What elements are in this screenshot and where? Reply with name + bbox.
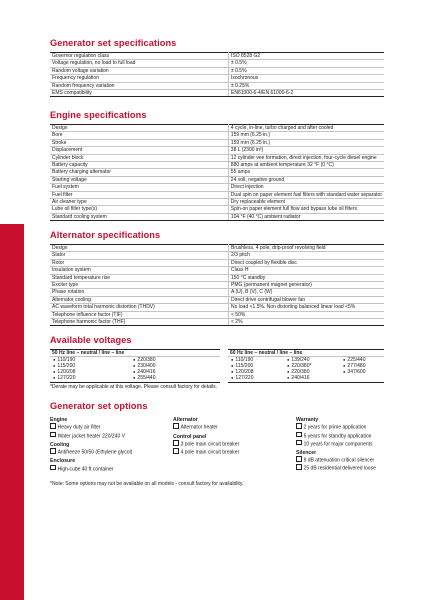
spec-label: Voltage regulation, no load to full load <box>50 60 229 67</box>
spec-row <box>50 206 384 213</box>
spec-label: Insulation system <box>50 267 229 274</box>
checkbox-icon <box>296 440 302 446</box>
voltage-value: 220/380* <box>291 363 312 370</box>
spec-label: AC waveform total harmonic distortion (THDV) <box>50 304 229 311</box>
voltage-value: 240/416 <box>137 369 156 376</box>
spec-value: 24 volt, negative ground <box>228 176 384 183</box>
option-label: 10 years for major components <box>303 440 373 447</box>
options-col-3 <box>296 417 396 472</box>
option-group-heading: Cooling <box>50 441 70 448</box>
voltage-value: 240/416 <box>291 375 310 382</box>
spec-value: 104 °F (40 °C) ambient radiator <box>228 213 384 220</box>
voltage-item <box>50 375 76 381</box>
option-label: Antifreeze 50/50 (Ethylene glycol) <box>57 449 133 456</box>
voltages-60hz-col3 <box>340 357 366 375</box>
bullet-icon: ● <box>231 357 234 363</box>
spec-row <box>50 289 384 296</box>
spec-row <box>50 82 384 89</box>
bullet-icon: ● <box>53 363 56 369</box>
voltages-50hz-col1 <box>50 357 76 381</box>
spec-label: Air cleaner type <box>50 199 228 206</box>
spec-row <box>50 125 384 132</box>
voltage-value: 110/190 <box>57 357 76 364</box>
spec-label: Alternator cooling <box>50 296 229 303</box>
spec-value: Brushless, 4 pole, drip-proof revolving field <box>229 245 385 252</box>
spec-row <box>50 259 384 266</box>
spec-value: 4 cycle, in-line, turbo charged and after cooled <box>228 125 384 132</box>
checkbox-icon <box>173 440 179 446</box>
voltage-value: 127/220 <box>57 375 76 382</box>
generator-specs-section <box>50 38 384 97</box>
voltage-value: 127/220 <box>235 375 254 382</box>
spec-label: Fuel system <box>50 184 228 191</box>
voltage-value: 115/200 <box>235 363 254 370</box>
option-item <box>50 423 170 431</box>
generator-specs-table <box>50 52 384 97</box>
spec-label: Governor regulation class <box>50 53 229 60</box>
voltages-60hz <box>228 349 384 383</box>
voltages-50hz <box>50 349 220 383</box>
voltages-section <box>50 335 384 390</box>
spec-label: Stator <box>50 252 229 259</box>
spec-label: Frequency regulation <box>50 75 229 82</box>
spec-row <box>50 213 384 220</box>
checkbox-icon <box>173 448 179 454</box>
spec-value: 159 mm (6.25 in.) <box>228 132 384 139</box>
spec-row <box>50 139 384 146</box>
option-item <box>296 423 396 431</box>
option-item <box>296 440 396 448</box>
spec-label: Lube oil filter type(s) <box>50 206 228 213</box>
option-label: 3 pole main circuit breaker <box>180 441 240 448</box>
spec-value: ± 0.5% <box>229 67 385 74</box>
spec-row <box>50 199 384 206</box>
spec-row <box>50 90 384 97</box>
bullet-icon: ● <box>343 363 346 369</box>
option-label: 5 years for standby application <box>303 432 372 439</box>
spec-label: Standard temperature rise <box>50 274 229 281</box>
engine-specs-table <box>50 124 384 221</box>
voltage-value: 120/208 <box>57 369 76 376</box>
option-item <box>173 448 283 456</box>
spec-row <box>50 132 384 139</box>
spec-value: 38 L (2300 in³) <box>228 147 384 154</box>
bullet-icon: ● <box>133 363 136 369</box>
spec-value: 150 °C standby <box>229 274 385 281</box>
bullet-icon: ● <box>53 357 56 363</box>
option-item <box>173 440 283 448</box>
engine-specs-title: Engine specifications <box>50 110 147 120</box>
checkbox-icon <box>50 465 56 471</box>
spec-row <box>50 274 384 281</box>
option-label: 2 years for prime application <box>303 424 367 431</box>
spec-value: Direct drive centrifugal blower fan <box>229 296 385 303</box>
voltage-value: 120/208 <box>235 369 254 376</box>
voltage-value: 230/400 <box>137 363 156 370</box>
voltages-50hz-header: 50 Hz line – neutral / line – line <box>50 349 220 357</box>
spec-row <box>50 296 384 303</box>
checkbox-icon <box>50 448 56 454</box>
checkbox-icon <box>296 456 302 462</box>
alternator-specs-section <box>50 230 384 326</box>
spec-value: EN61000-6-4/EN 61000-6-2 <box>229 90 385 97</box>
option-item <box>50 432 170 440</box>
spec-value: ISO 8528 G2 <box>229 53 385 60</box>
voltage-item <box>340 369 366 375</box>
spec-label: Bore <box>50 132 228 139</box>
spec-value: 159 mm (6.25 in.) <box>228 139 384 146</box>
options-col-2 <box>173 417 283 456</box>
voltage-value: 220/380 <box>137 357 156 364</box>
spec-row <box>50 282 384 289</box>
bullet-icon: ● <box>133 369 136 375</box>
option-item <box>296 464 396 472</box>
bullet-icon: ● <box>231 363 234 369</box>
spec-row <box>50 252 384 259</box>
bullet-icon: ● <box>231 369 234 375</box>
voltage-value: 347/600 <box>347 369 366 376</box>
voltage-value: 115/200 <box>57 363 76 370</box>
spec-label: Cylinder block <box>50 154 228 161</box>
voltage-item <box>284 375 311 381</box>
option-label: Water jacket heater 220/240 V <box>57 432 125 439</box>
spec-row <box>50 245 384 252</box>
spec-label: Exciter type <box>50 282 229 289</box>
option-group-heading: Control panel <box>173 433 207 440</box>
spec-value: Spin-on paper element full flow and bypass lube oil filters <box>228 206 384 213</box>
option-group-heading: Engine <box>50 417 68 423</box>
spec-value: ± 0.5% <box>229 60 385 67</box>
spec-label: EMS compatibility <box>50 90 229 97</box>
voltages-60hz-col1 <box>228 357 254 381</box>
bullet-icon: ● <box>343 357 346 363</box>
checkbox-icon <box>173 423 179 429</box>
spec-row <box>50 311 384 318</box>
spec-label: Design <box>50 125 228 132</box>
spec-row <box>50 319 384 326</box>
spec-row <box>50 67 384 74</box>
spec-row <box>50 75 384 82</box>
voltage-value: 139/240 <box>291 357 310 364</box>
voltages-50hz-col2 <box>130 357 156 381</box>
spec-label: Telephone influence factor (TIF) <box>50 311 229 318</box>
spec-value: 55 amps <box>228 169 384 176</box>
bullet-icon: ● <box>287 357 290 363</box>
option-item <box>173 423 283 431</box>
spec-row <box>50 154 384 161</box>
spec-row <box>50 184 384 191</box>
spec-label: Starting voltage <box>50 176 228 183</box>
voltage-value: 110/190 <box>235 357 254 364</box>
engine-specs-section <box>50 110 384 221</box>
bullet-icon: ● <box>287 375 290 381</box>
spec-value: < 50% <box>229 311 385 318</box>
spec-label: Rotor <box>50 259 229 266</box>
option-group-heading: Alternator <box>173 417 198 423</box>
options-title: Generator set options <box>50 401 148 411</box>
option-label: 25 dB residential delivered loose <box>303 465 376 472</box>
option-item <box>50 465 170 473</box>
spec-value: Dual spin on paper element fuel filters with standard water separator <box>228 191 384 198</box>
spec-label: Battery capacity <box>50 162 228 169</box>
alternator-specs-table <box>50 244 384 326</box>
option-label: Heavy duty air filter <box>57 424 101 431</box>
option-label: 9 dB attenuation critical silencer <box>303 457 375 464</box>
spec-label: Phase rotation <box>50 289 229 296</box>
spec-row <box>50 267 384 274</box>
spec-row <box>50 53 384 60</box>
option-group-heading: Warranty <box>296 417 319 423</box>
spec-row <box>50 304 384 311</box>
voltage-value: 255/440 <box>137 375 156 382</box>
voltage-value: 225/440 <box>347 357 366 364</box>
options-col-1 <box>50 417 170 473</box>
bullet-icon: ● <box>133 375 136 381</box>
spec-value: Class H <box>229 267 385 274</box>
options-section <box>50 401 384 487</box>
bullet-icon: ● <box>343 369 346 375</box>
spec-value: PMG (permanent magnet generator) <box>229 282 385 289</box>
option-item <box>50 448 170 456</box>
options-note: *Note: Some options may not be available on all models - consult factory for availability. <box>50 481 244 487</box>
spec-row <box>50 147 384 154</box>
spec-value: 2/3 pitch <box>229 252 385 259</box>
bullet-icon: ● <box>287 363 290 369</box>
bullet-icon: ● <box>53 369 56 375</box>
option-group-heading: Silencer <box>296 449 317 456</box>
spec-label: Battery charging alternator <box>50 169 228 176</box>
voltages-60hz-header: 60 Hz line – neutral / line – line <box>228 349 384 357</box>
spec-value: 880 amps at ambient temperature 32 °F (0 °C) <box>228 162 384 169</box>
bullet-icon: ● <box>287 369 290 375</box>
checkbox-icon <box>296 464 302 470</box>
bullet-icon: ● <box>231 375 234 381</box>
checkbox-icon <box>296 423 302 429</box>
option-label: High-cube 40 ft container <box>57 465 114 472</box>
spec-value: ± 0.25% <box>229 82 385 89</box>
bullet-icon: ● <box>133 357 136 363</box>
spec-label: Design <box>50 245 229 252</box>
option-item <box>296 456 396 464</box>
voltages-title: Available voltages <box>50 335 132 345</box>
alternator-specs-title: Alternator specifications <box>50 230 161 240</box>
checkbox-icon <box>50 423 56 429</box>
red-side-bar <box>0 224 24 600</box>
spec-label: Random frequency variation <box>50 82 229 89</box>
spec-value: Dry replaceable element <box>228 199 384 206</box>
option-item <box>296 432 396 440</box>
spec-value: Direct coupled by flexible disc <box>229 259 385 266</box>
spec-value: No load <1.5%. Non distorting balanced linear load <5% <box>229 304 385 311</box>
spec-row <box>50 169 384 176</box>
option-label: Alternator heater <box>180 424 218 431</box>
voltage-item <box>130 375 156 381</box>
spec-label: Fuel filter <box>50 191 228 198</box>
checkbox-icon <box>50 432 56 438</box>
voltages-60hz-col2 <box>284 357 311 381</box>
spec-row <box>50 60 384 67</box>
checkbox-icon <box>296 432 302 438</box>
spec-label: Standard cooling system <box>50 213 228 220</box>
spec-row <box>50 162 384 169</box>
spec-value: < 2% <box>229 319 385 326</box>
voltages-note: *Derate may be applicable at this voltage. Please consult factory for details. <box>50 384 218 390</box>
voltage-item <box>228 375 254 381</box>
voltage-value: 220/380 <box>291 369 310 376</box>
spec-row <box>50 176 384 183</box>
generator-specs-title: Generator set specifications <box>50 38 177 48</box>
spec-value: Isochronous <box>229 75 385 82</box>
bullet-icon: ● <box>53 375 56 381</box>
spec-row <box>50 191 384 198</box>
spec-label: Stroke <box>50 139 228 146</box>
spec-value: A (U), B (V), C (W) <box>229 289 385 296</box>
option-group-heading: Enclosure <box>50 458 76 465</box>
spec-value: Direct injection <box>228 184 384 191</box>
spec-label: Telephone harmonic factor (THF) <box>50 319 229 326</box>
spec-value: 12 cylinder vee formation, direct injection, four-cycle diesel engine <box>228 154 384 161</box>
voltage-value: 277/480 <box>347 363 366 370</box>
spec-label: Displacement <box>50 147 228 154</box>
option-label: 4 pole main circuit breaker <box>180 449 240 456</box>
spec-label: Random voltage variation <box>50 67 229 74</box>
